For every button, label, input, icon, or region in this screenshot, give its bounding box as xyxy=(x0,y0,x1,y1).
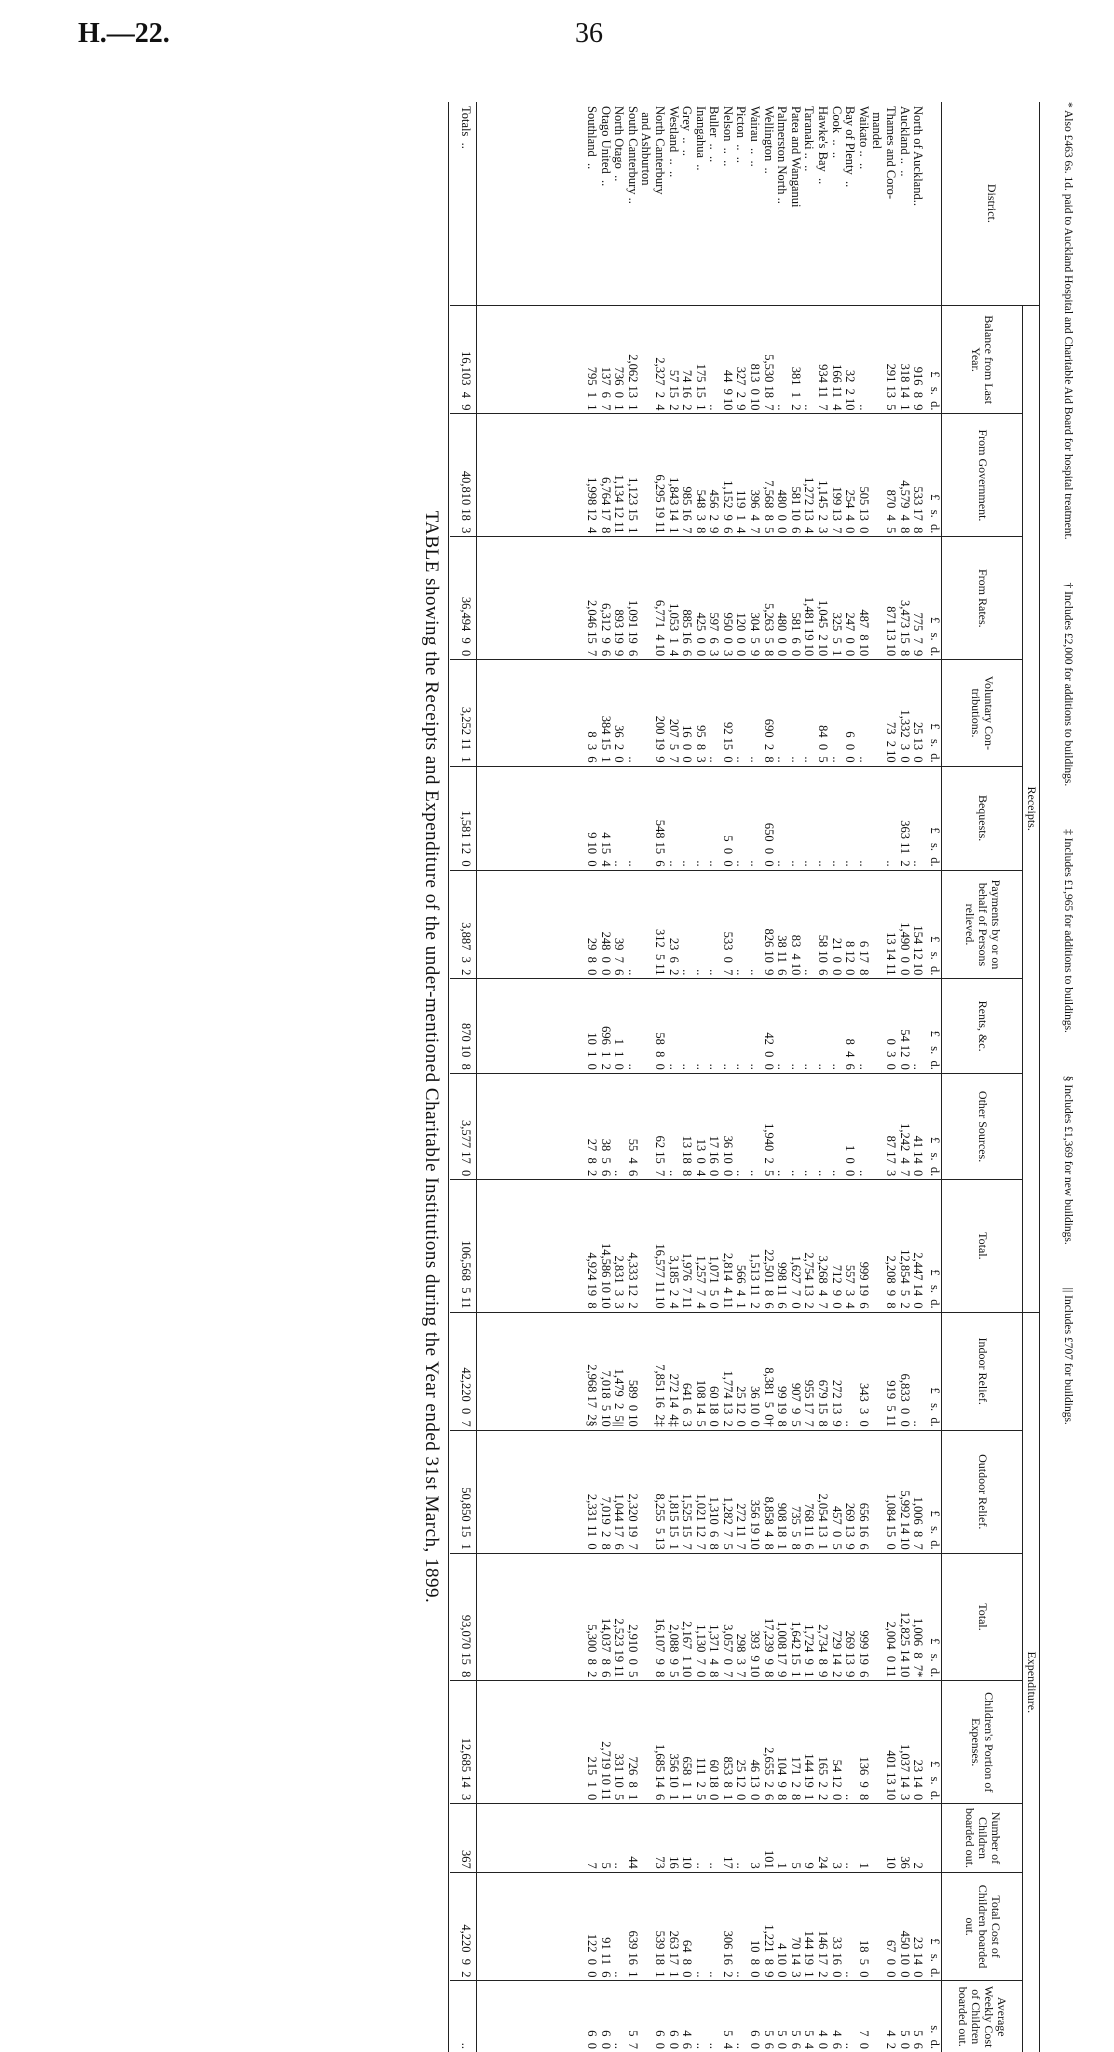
group-header-receipts: Receipts. xyxy=(1023,305,1040,1312)
total-outdoor: 50,850 15 1 xyxy=(450,1430,476,1553)
unit-money: £ s. d. xyxy=(924,1872,941,1981)
footnote-dagger: † Includes £2,000 for additions to buildings. xyxy=(1062,582,1074,787)
total-bequests: 1,581 12 0 xyxy=(450,766,476,870)
indoor-values: .. 6,833 0 0 919 5 11 343 3 0 .. 272 13 9 679 15 8 955 17 7 907 9 5 99 19 8 8,381 5 0† 36 10 0 25 12 0 1,774 13 2 60 18 0 108 14 5 641 6 3 272 14 4‡ 7,851 16 2‡ 589 0 10 1,479 2 5|| 7,018 5 10 2,968 17 2§ xyxy=(476,1312,924,1430)
col-header-bequests: Bequests. xyxy=(942,766,1023,870)
col-header-government: From Government. xyxy=(942,414,1023,537)
total-cost-values: 23 14 0 450 10 0 67 0 0 18 5 0 .. 33 16 0 146 17 2 144 19 1 70 14 3 4 10 0 1,221 8 9 10 8 0 .. 306 16 2 .. .. 64 8 0 263 17 1 539 18 1 639 16 1 .. 91 11 6 122 0 0 xyxy=(476,1872,924,1981)
unit-money: £ s. d. xyxy=(924,414,941,537)
rents-values: .. 54 12 0 0 3 0 .. 8 4 6 .. .. .. .. .. 42 0 0 .. .. .. .. .. .. .. 58 8 0 .. 1 1 0 696 1 2 10 1 0 xyxy=(476,979,924,1074)
number-boarded-values: 2 36 10 1 .. 3 24 9 5 1 101 3 .. 17 .. .. 10 16 73 44 .. 5 7 xyxy=(476,1804,924,1873)
col-header-total-expenditure: Total. xyxy=(942,1553,1023,1681)
unit-money: £ s. d. xyxy=(924,537,941,660)
col-header-number-boarded: Number of Children boarded out. xyxy=(942,1804,1023,1873)
document-reference: H.—22. xyxy=(78,18,170,49)
footnote-parallel: || Includes £707 for buildings. xyxy=(1062,1287,1074,1425)
col-header-district: District. xyxy=(942,102,1040,305)
total-receipts-values: 2,447 14 0 12,854 5 2 2,208 9 8 999 19 6 557 3 4 712 9 0 3,268 4 7 2,754 13 2 1,627 7 0 998 11 6 22,501 8 6 1,513 11 2 566 4 1 2,814 4 11 1,071 5 0 1,257 7 4 1,976 7 11 3,185 2 4 16,577 11 10 4,333 12 2 2,831 3 3 14,586 10 10 4,924 19 8 xyxy=(476,1180,924,1312)
col-header-indoor: Indoor Relief. xyxy=(942,1312,1023,1430)
weekly-cost-values: 5 6 5 0 4 2 7 0 .. 4 6 4 0 5 4 5 6 5 0 5 6 6 0 .. 5 4 .. .. 4 6 6 0 6 0 5 7 .. 6 0 6 0 xyxy=(476,1981,924,2052)
totals-label: Totals .. xyxy=(450,102,476,305)
unit-money: £ s. d. xyxy=(924,1430,941,1553)
total-rents: 870 10 8 xyxy=(450,979,476,1074)
unit-money: £ s. d. xyxy=(924,979,941,1074)
total-total-cost: 4,220 9 2 xyxy=(450,1872,476,1981)
rotated-table-page xyxy=(200,62,1074,2052)
balance-values: 916 8 9 318 14 1 291 13 5 .. 32 2 10 166 11 4 934 11 7 .. 381 1 2 .. 5,530 18 7 813 0 10 327 2 9 44 9 10 .. 175 15 1 74 16 2 57 15 2 2,327 2 4 2,062 13 1 736 0 1 137 6 7 795 1 1 xyxy=(476,305,924,414)
footnote-star: * Also £463 6s. 1d. paid to Auckland Hospital and Charitable Aid Board for hospital treatment. xyxy=(1062,102,1074,540)
unit-money: £ s. d. xyxy=(924,1073,941,1179)
footnote-section: § Includes £1,369 for new buildings. xyxy=(1062,1075,1074,1245)
total-indoor: 42,220 0 7 xyxy=(450,1312,476,1430)
col-header-rents: Rents, &c. xyxy=(942,979,1023,1074)
rates-values: 775 7 9 3,473 15 8 871 13 10 487 8 10 247 0 0 325 5 1 1,045 2 10 1,481 19 10 581 6 0 480 0 0 5,263 5 8 304 5 9 120 0 0 950 0 3 597 6 3 425 0 0 885 16 6 1,053 1 4 6,771 4 10 1,091 19 6 893 19 9 6,312 9 6 2,046 15 7 xyxy=(476,537,924,660)
bequests-values: .. 363 11 2 .. .. .. .. .. .. .. .. 650 0 0 .. .. 5 0 0 .. .. .. .. 548 15 6 .. .. 4 15 4 9 10 0 xyxy=(476,766,924,870)
other-values: 41 14 0 1,242 4 7 87 17 3 .. 1 0 0 .. .. .. .. .. 1,940 2 5 .. .. 36 10 0 17 16 0 13 0 4 13 18 8 .. 62 15 7 55 4 6 .. 38 5 6 27 8 2 xyxy=(476,1073,924,1179)
total-balance: 16,103 4 9 xyxy=(450,305,476,414)
unit-money: £ s. d. xyxy=(924,766,941,870)
total-total-receipts: 106,568 5 11 xyxy=(450,1180,476,1312)
total-expenditure-values: 1,006 8 7* 12,825 14 10 2,004 0 11 999 19 6 269 13 9 729 14 2 2,734 8 9 1,724 9 1 1,642 15 1 1,008 17 9 17,239 9 8 393 9 10 298 3 7 3,057 0 7 1,371 4 8 1,130 7 0 2,167 1 10 2,088 9 5 16,107 9 8 2,910 0 5 2,523 19 11 14,037 8 6 5,300 8 2 xyxy=(476,1553,924,1681)
col-header-other: Other Sources. xyxy=(942,1073,1023,1179)
unit-money: £ s. d. xyxy=(924,870,941,979)
unit-money: £ s. d. xyxy=(924,1312,941,1430)
col-header-outdoor: Outdoor Relief. xyxy=(942,1430,1023,1553)
col-header-rates: From Rates. xyxy=(942,537,1023,660)
payments-values: 154 12 10 1,490 0 0 13 14 11 6 17 8 8 12 0 21 0 0 58 10 6 .. 83 4 10 38 11 6 826 10 9 .. .. 533 0 7 .. .. .. 23 6 2 312 5 11 .. 39 7 6 248 0 0 29 8 0 xyxy=(476,870,924,979)
total-government: 40,810 18 3 xyxy=(450,414,476,537)
total-other: 3,577 17 0 xyxy=(450,1073,476,1179)
col-header-total-receipts: Total. xyxy=(942,1180,1023,1312)
outdoor-values: 1,006 8 7 5,992 14 10 1,084 15 0 656 16 6 269 13 9 457 0 5 2,054 13 1 768 11 6 735 5 8 908 18 1 8,858 4 8 356 19 10 272 11 7 1,282 7 5 1,310 6 8 1,021 12 7 1,525 15 7 1,815 15 1 8,255 5 13 2,320 19 7 1,044 17 6 7,019 2 8 2,331 11 0 xyxy=(476,1430,924,1553)
total-rates: 36,494 9 0 xyxy=(450,537,476,660)
unit-money: £ s. d. xyxy=(924,1180,941,1312)
district-names: North of Auckland.. Auckland .. .. Thames and Coro- mandel Waikato .. .. Bay of Plenty .. Cook .. .. Hawke's Bay .. Taranaki .. .. Patea and Wanganui Palmerston North .. Wellington .. Wairau .. .. Picton .. .. Nelson .. .. Buller .. .. Inangahua .. Grey .. .. Westland .. .. North Canterbury and Ashburton South Canterbury .. North Otago .. Otago United .. Southland .. xyxy=(584,106,926,208)
total-total-expenditure: 93,070 15 8 xyxy=(450,1553,476,1681)
total-payments: 3,887 3 2 xyxy=(450,870,476,979)
unit-money: £ s. d. xyxy=(924,305,941,414)
col-header-payments: Payments by or on behalf of Persons relieved. xyxy=(942,870,1023,979)
footnotes xyxy=(1062,102,1074,2052)
total-voluntary: 3,252 11 1 xyxy=(450,660,476,766)
group-header-expenditure: Expenditure. xyxy=(1023,1312,1040,2052)
unit-district xyxy=(924,102,941,305)
table-title: TABLE showing the Receipts and Expenditure of the under-mentioned Charitable Institutions during the Year ended 31st March, 1899. xyxy=(421,510,442,1604)
page-number: 36 xyxy=(575,18,603,49)
receipts-expenditure-table xyxy=(450,102,1040,2052)
total-weekly-cost: .. xyxy=(450,1981,476,2052)
col-header-weekly-cost: Average Weekly Cost of Children boarded out. xyxy=(942,1981,1023,2052)
unit-count xyxy=(924,1804,941,1873)
col-header-voluntary: Voluntary Con- tributions. xyxy=(942,660,1023,766)
unit-money: £ s. d. xyxy=(924,1681,941,1804)
col-header-balance: Balance from Last Year. xyxy=(942,305,1023,414)
childrens-portion-values: 23 14 0 1,037 14 3 401 13 10 136 9 8 .. 54 12 0 165 2 2 144 19 1 171 2 8 104 9 8 2,655 2 6 46 13 0 25 12 0 853 8 1 60 18 0 111 2 5 658 1 1 356 10 1 1,685 14 6 726 8 1 331 10 5 2,719 10 11 215 1 0 xyxy=(476,1681,924,1804)
unit-money: £ s. d. xyxy=(924,660,941,766)
col-header-total-cost: Total Cost of Children boarded out. xyxy=(942,1872,1023,1981)
voluntary-values: 25 13 0 1,332 3 0 73 2 10 .. 6 0 0 .. 84 0 5 .. .. .. 690 2 8 .. .. 92 15 0 .. 95 8 3 16 0 0 207 5 7 200 19 9 .. 36 2 0 384 15 1 8 3 6 xyxy=(476,660,924,766)
col-header-childrens-portion: Children's Portion of Expenses. xyxy=(942,1681,1023,1804)
total-number-boarded: 367 xyxy=(450,1804,476,1873)
unit-money: £ s. d. xyxy=(924,1553,941,1681)
footnote-double-dagger: ‡ Includes £1,965 for additions to buildings. xyxy=(1062,829,1074,1033)
total-childrens-portion: 12,685 14 3 xyxy=(450,1681,476,1804)
unit-weekly: s. d. xyxy=(924,1981,941,2052)
government-values: 533 17 8 4,579 4 8 870 4 5 505 13 0 254 4 0 199 13 7 1,145 2 3 1,272 13 4 581 10 6 480 0 0 7,568 8 5 396 4 7 119 1 4 1,152 9 6 456 2 9 548 3 8 985 16 7 1,843 14 1 6,295 19 11 1,123 15 1 1,134 12 11 6,764 17 8 1,998 12 4 xyxy=(476,414,924,537)
